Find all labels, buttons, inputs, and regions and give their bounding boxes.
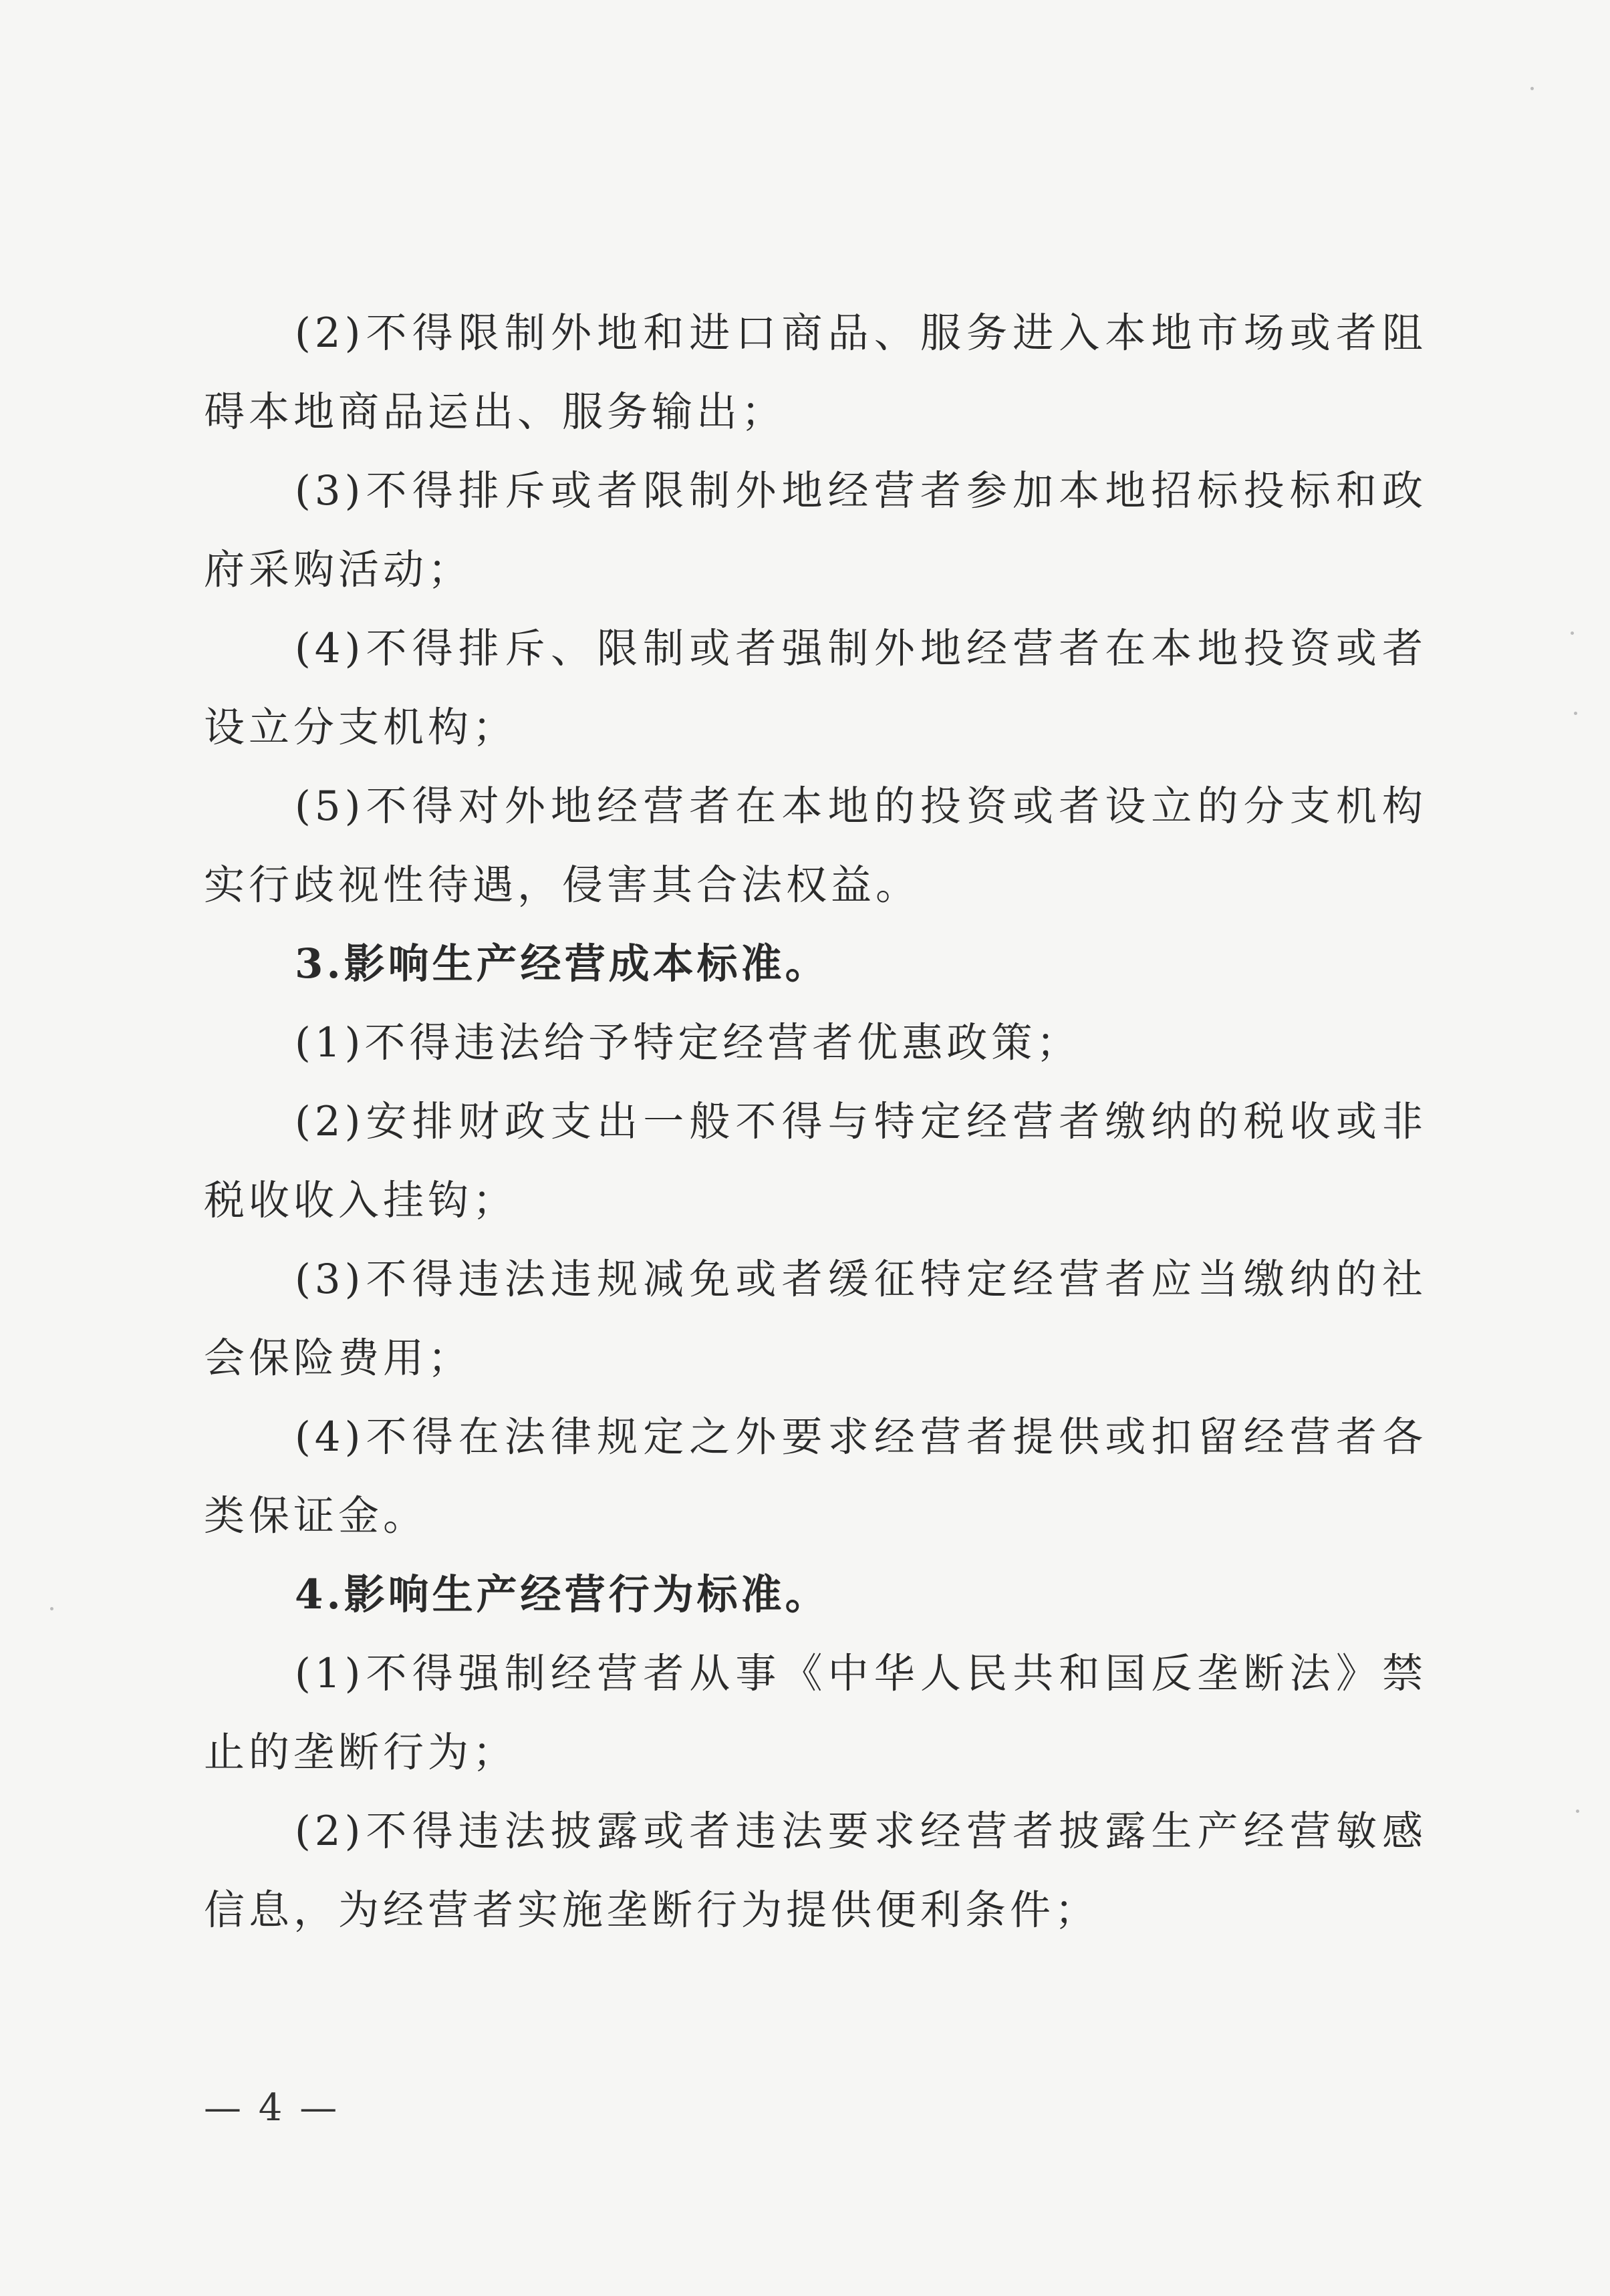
scan-speck xyxy=(1530,87,1534,90)
paragraph-item: (2)不得限制外地和进口商品、服务进入本地市场或者阻碍本地商品运出、服务输出； xyxy=(204,309,1427,436)
paragraph-item: (1)不得违法给予特定经营者优惠政策； xyxy=(295,1019,1081,1066)
paragraph-item: (2)安排财政支出一般不得与特定经营者缴纳的税收或非税收收入挂钩； xyxy=(204,1098,1427,1224)
section-heading: 4.影响生产经营行为标准。 xyxy=(295,1571,829,1618)
scan-speck xyxy=(1574,712,1577,715)
scan-speck xyxy=(1571,631,1574,635)
paragraph-item: (1)不得强制经营者从事《中华人民共和国反垄断法》禁止的垄断行为； xyxy=(204,1650,1427,1776)
paragraph-item: (5)不得对外地经营者在本地的投资或者设立的分支机构实行歧视性待遇，侵害其合法权益。 xyxy=(204,782,1427,909)
section-heading: 3.影响生产经营成本标准。 xyxy=(295,940,829,988)
document-body xyxy=(204,294,1427,1950)
paragraph-item: (4)不得在法律规定之外要求经营者提供或扣留经营者各类保证金。 xyxy=(204,1413,1427,1540)
scan-speck xyxy=(1576,1810,1579,1813)
paragraph-item: (2)不得违法披露或者违法要求经营者披露生产经营敏感信息，为经营者实施垄断行为提供便利条件； xyxy=(204,1808,1427,1934)
paragraph-item: (3)不得违法违规减免或者缓征特定经营者应当缴纳的社会保险费用； xyxy=(204,1256,1427,1382)
paragraph-item: (3)不得排斥或者限制外地经营者参加本地招标投标和政府采购活动； xyxy=(204,467,1427,593)
paragraph-item: (4)不得排斥、限制或者强制外地经营者在本地投资或者设立分支机构； xyxy=(204,625,1427,751)
page-number: — 4 — xyxy=(204,2086,340,2130)
scan-speck xyxy=(50,1607,53,1610)
